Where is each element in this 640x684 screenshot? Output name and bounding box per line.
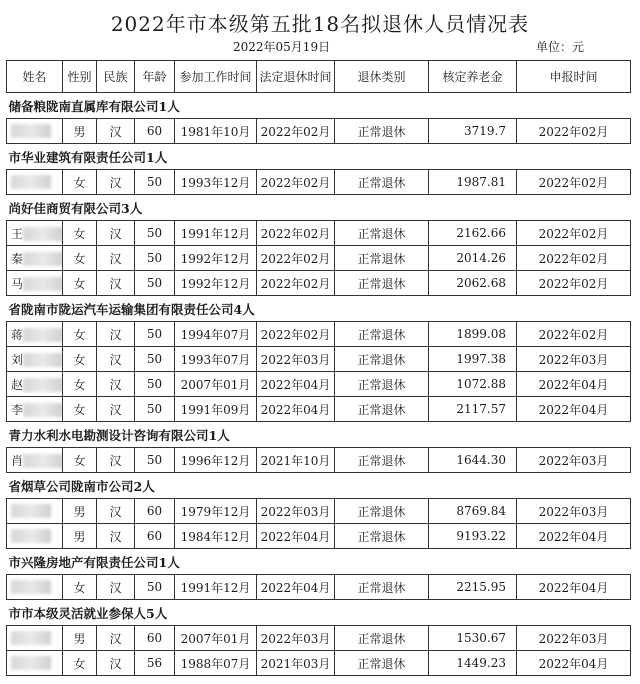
cell-name bbox=[7, 397, 63, 422]
cell-ethnic: 汉 bbox=[97, 246, 135, 271]
table-row bbox=[7, 246, 631, 271]
cell-pension: 1449.23 bbox=[429, 651, 517, 676]
group-name: 储备粮陇南直属库有限公司1人 bbox=[7, 93, 631, 119]
cell-work: 1991年12月 bbox=[175, 575, 257, 600]
table-row bbox=[7, 499, 631, 524]
cell-pension: 1644.30 bbox=[429, 448, 517, 473]
cell-gender: 男 bbox=[63, 499, 97, 524]
cell-ethnic: 汉 bbox=[97, 626, 135, 651]
cell-work: 2007年01月 bbox=[175, 372, 257, 397]
group-row bbox=[7, 93, 631, 119]
cell-gender: 女 bbox=[63, 221, 97, 246]
group-row bbox=[7, 296, 631, 322]
col-header-gender: 性别 bbox=[63, 61, 97, 93]
cell-work: 2007年01月 bbox=[175, 626, 257, 651]
table-row bbox=[7, 448, 631, 473]
name-text: 李 bbox=[11, 402, 24, 417]
cell-type: 正常退休 bbox=[335, 347, 429, 372]
cell-retire: 2021年03月 bbox=[257, 651, 335, 676]
cell-work: 1979年12月 bbox=[175, 499, 257, 524]
cell-name bbox=[7, 271, 63, 296]
cell-age: 50 bbox=[135, 397, 175, 422]
cell-ethnic: 汉 bbox=[97, 119, 135, 144]
cell-type: 正常退休 bbox=[335, 246, 429, 271]
cell-work: 1988年07月 bbox=[175, 651, 257, 676]
cell-gender: 女 bbox=[63, 246, 97, 271]
cell-report: 2022年02月 bbox=[517, 119, 631, 144]
cell-age: 50 bbox=[135, 271, 175, 296]
col-header-pension: 核定养老金 bbox=[429, 61, 517, 93]
redaction-blur bbox=[11, 631, 51, 645]
group-name: 省烟草公司陇南市公司2人 bbox=[7, 473, 631, 499]
cell-work: 1993年07月 bbox=[175, 347, 257, 372]
cell-retire: 2022年03月 bbox=[257, 499, 335, 524]
cell-work: 1992年12月 bbox=[175, 246, 257, 271]
cell-type: 正常退休 bbox=[335, 119, 429, 144]
cell-retire: 2022年04月 bbox=[257, 372, 335, 397]
cell-retire: 2022年03月 bbox=[257, 347, 335, 372]
col-header-report-date: 申报时间 bbox=[517, 61, 631, 93]
unit-label: 单位：元 bbox=[536, 40, 585, 54]
cell-age: 50 bbox=[135, 372, 175, 397]
cell-ethnic: 汉 bbox=[97, 651, 135, 676]
cell-age: 50 bbox=[135, 221, 175, 246]
report-date: 2022年05月19日 bbox=[233, 40, 331, 54]
table-row bbox=[7, 524, 631, 549]
cell-report: 2022年02月 bbox=[517, 221, 631, 246]
redaction-blur bbox=[11, 529, 51, 543]
cell-name bbox=[7, 119, 63, 144]
group-name: 省陇南市陇运汽车运输集团有限责任公司4人 bbox=[7, 296, 631, 322]
cell-work: 1984年12月 bbox=[175, 524, 257, 549]
cell-type: 正常退休 bbox=[335, 170, 429, 195]
cell-work: 1994年07月 bbox=[175, 322, 257, 347]
cell-gender: 女 bbox=[63, 372, 97, 397]
redaction-blur bbox=[11, 504, 51, 518]
group-name: 市兴隆房地产有限责任公司1人 bbox=[7, 549, 631, 575]
cell-gender: 女 bbox=[63, 170, 97, 195]
col-header-age: 年龄 bbox=[135, 61, 175, 93]
name-text: 马 bbox=[11, 276, 24, 291]
cell-gender: 女 bbox=[63, 271, 97, 296]
table-row bbox=[7, 221, 631, 246]
cell-pension: 2117.57 bbox=[429, 397, 517, 422]
cell-pension: 1072.88 bbox=[429, 372, 517, 397]
cell-type: 正常退休 bbox=[335, 397, 429, 422]
cell-type: 正常退休 bbox=[335, 575, 429, 600]
cell-ethnic: 汉 bbox=[97, 271, 135, 296]
cell-type: 正常退休 bbox=[335, 626, 429, 651]
cell-retire: 2022年02月 bbox=[257, 221, 335, 246]
cell-pension: 2014.26 bbox=[429, 246, 517, 271]
redaction-blur bbox=[23, 353, 62, 367]
table-row bbox=[7, 347, 631, 372]
cell-ethnic: 汉 bbox=[97, 524, 135, 549]
cell-age: 60 bbox=[135, 119, 175, 144]
cell-gender: 女 bbox=[63, 397, 97, 422]
cell-pension: 1987.81 bbox=[429, 170, 517, 195]
cell-ethnic: 汉 bbox=[97, 575, 135, 600]
cell-ethnic: 汉 bbox=[97, 322, 135, 347]
cell-work: 1991年09月 bbox=[175, 397, 257, 422]
cell-pension: 1899.08 bbox=[429, 322, 517, 347]
name-text: 蒋 bbox=[11, 327, 24, 342]
cell-gender: 男 bbox=[63, 524, 97, 549]
cell-pension: 9193.22 bbox=[429, 524, 517, 549]
name-text: 刘 bbox=[11, 352, 24, 367]
cell-report: 2022年03月 bbox=[517, 626, 631, 651]
cell-gender: 女 bbox=[63, 448, 97, 473]
group-row bbox=[7, 549, 631, 575]
redaction-blur bbox=[11, 580, 51, 594]
table-row bbox=[7, 119, 631, 144]
cell-type: 正常退休 bbox=[335, 271, 429, 296]
redaction-blur bbox=[11, 175, 51, 189]
cell-gender: 女 bbox=[63, 322, 97, 347]
cell-age: 60 bbox=[135, 524, 175, 549]
redaction-blur bbox=[23, 227, 62, 241]
redaction-blur bbox=[23, 252, 62, 266]
cell-gender: 女 bbox=[63, 575, 97, 600]
cell-work: 1991年12月 bbox=[175, 221, 257, 246]
table-body bbox=[7, 93, 631, 676]
cell-pension: 2162.66 bbox=[429, 221, 517, 246]
cell-retire: 2022年02月 bbox=[257, 246, 335, 271]
redaction-blur bbox=[11, 656, 51, 670]
cell-retire: 2021年10月 bbox=[257, 448, 335, 473]
table-row bbox=[7, 271, 631, 296]
col-header-name: 姓名 bbox=[7, 61, 63, 93]
cell-retire: 2022年03月 bbox=[257, 626, 335, 651]
cell-report: 2022年03月 bbox=[517, 499, 631, 524]
redaction-blur bbox=[11, 124, 51, 138]
cell-work: 1996年12月 bbox=[175, 448, 257, 473]
group-row bbox=[7, 473, 631, 499]
cell-retire: 2022年04月 bbox=[257, 575, 335, 600]
col-header-retire-type: 退休类别 bbox=[335, 61, 429, 93]
cell-name bbox=[7, 651, 63, 676]
cell-report: 2022年04月 bbox=[517, 651, 631, 676]
cell-report: 2022年02月 bbox=[517, 271, 631, 296]
cell-name bbox=[7, 246, 63, 271]
cell-type: 正常退休 bbox=[335, 322, 429, 347]
cell-work: 1992年12月 bbox=[175, 271, 257, 296]
cell-work: 1993年12月 bbox=[175, 170, 257, 195]
cell-type: 正常退休 bbox=[335, 221, 429, 246]
table-row bbox=[7, 322, 631, 347]
cell-name bbox=[7, 221, 63, 246]
cell-name bbox=[7, 347, 63, 372]
cell-name bbox=[7, 499, 63, 524]
cell-report: 2022年03月 bbox=[517, 448, 631, 473]
cell-age: 56 bbox=[135, 651, 175, 676]
cell-age: 50 bbox=[135, 246, 175, 271]
cell-gender: 男 bbox=[63, 626, 97, 651]
redaction-blur bbox=[23, 378, 62, 392]
cell-age: 50 bbox=[135, 170, 175, 195]
table-row bbox=[7, 397, 631, 422]
table-row bbox=[7, 575, 631, 600]
cell-pension: 2215.95 bbox=[429, 575, 517, 600]
cell-name bbox=[7, 322, 63, 347]
cell-report: 2022年04月 bbox=[517, 575, 631, 600]
cell-type: 正常退休 bbox=[335, 372, 429, 397]
cell-age: 50 bbox=[135, 448, 175, 473]
group-row bbox=[7, 422, 631, 448]
cell-pension: 3719.7 bbox=[429, 119, 517, 144]
cell-work: 1981年10月 bbox=[175, 119, 257, 144]
cell-type: 正常退休 bbox=[335, 448, 429, 473]
cell-retire: 2022年04月 bbox=[257, 524, 335, 549]
name-text: 肖 bbox=[11, 453, 24, 468]
name-text: 秦 bbox=[11, 251, 24, 266]
cell-pension: 1530.67 bbox=[429, 626, 517, 651]
cell-report: 2022年02月 bbox=[517, 322, 631, 347]
name-text: 王 bbox=[11, 226, 24, 241]
group-row bbox=[7, 195, 631, 221]
cell-retire: 2022年02月 bbox=[257, 170, 335, 195]
cell-name bbox=[7, 170, 63, 195]
col-header-work-start: 参加工作时间 bbox=[175, 61, 257, 93]
redaction-blur bbox=[23, 403, 62, 417]
group-name: 青力水利水电勘测设计咨询有限公司1人 bbox=[7, 422, 631, 448]
cell-retire: 2022年02月 bbox=[257, 271, 335, 296]
cell-ethnic: 汉 bbox=[97, 499, 135, 524]
col-header-retire-date: 法定退休时间 bbox=[257, 61, 335, 93]
cell-ethnic: 汉 bbox=[97, 372, 135, 397]
group-name: 市市本级灵活就业参保人5人 bbox=[7, 600, 631, 626]
cell-report: 2022年02月 bbox=[517, 246, 631, 271]
cell-age: 60 bbox=[135, 499, 175, 524]
cell-report: 2022年02月 bbox=[517, 170, 631, 195]
cell-pension: 8769.84 bbox=[429, 499, 517, 524]
cell-type: 正常退休 bbox=[335, 499, 429, 524]
cell-gender: 女 bbox=[63, 651, 97, 676]
cell-retire: 2022年02月 bbox=[257, 119, 335, 144]
retiree-table bbox=[6, 60, 631, 676]
group-name: 市华业建筑有限责任公司1人 bbox=[7, 144, 631, 170]
redaction-blur bbox=[23, 454, 62, 468]
page-title: 2022年市本级第五批18名拟退休人员情况表 bbox=[110, 12, 530, 36]
cell-pension: 1997.38 bbox=[429, 347, 517, 372]
cell-age: 60 bbox=[135, 626, 175, 651]
cell-ethnic: 汉 bbox=[97, 221, 135, 246]
cell-name bbox=[7, 575, 63, 600]
cell-retire: 2022年04月 bbox=[257, 397, 335, 422]
cell-ethnic: 汉 bbox=[97, 347, 135, 372]
cell-name bbox=[7, 524, 63, 549]
cell-report: 2022年04月 bbox=[517, 372, 631, 397]
cell-type: 正常退休 bbox=[335, 524, 429, 549]
cell-type: 正常退休 bbox=[335, 651, 429, 676]
redaction-blur bbox=[23, 328, 62, 342]
cell-age: 50 bbox=[135, 575, 175, 600]
cell-report: 2022年04月 bbox=[517, 524, 631, 549]
cell-report: 2022年04月 bbox=[517, 397, 631, 422]
table-row bbox=[7, 651, 631, 676]
cell-name bbox=[7, 372, 63, 397]
table-row bbox=[7, 170, 631, 195]
cell-report: 2022年03月 bbox=[517, 347, 631, 372]
cell-age: 50 bbox=[135, 347, 175, 372]
group-name: 尚好佳商贸有限公司3人 bbox=[7, 195, 631, 221]
table-row bbox=[7, 372, 631, 397]
header-row bbox=[7, 61, 631, 93]
name-text: 赵 bbox=[11, 377, 24, 392]
cell-ethnic: 汉 bbox=[97, 397, 135, 422]
cell-ethnic: 汉 bbox=[97, 170, 135, 195]
cell-age: 50 bbox=[135, 322, 175, 347]
group-row bbox=[7, 144, 631, 170]
cell-gender: 男 bbox=[63, 119, 97, 144]
cell-name bbox=[7, 448, 63, 473]
cell-retire: 2022年02月 bbox=[257, 322, 335, 347]
cell-pension: 2062.68 bbox=[429, 271, 517, 296]
cell-gender: 女 bbox=[63, 347, 97, 372]
group-row bbox=[7, 600, 631, 626]
redaction-blur bbox=[23, 277, 62, 291]
col-header-ethnic: 民族 bbox=[97, 61, 135, 93]
cell-name bbox=[7, 626, 63, 651]
table-row bbox=[7, 626, 631, 651]
cell-ethnic: 汉 bbox=[97, 448, 135, 473]
